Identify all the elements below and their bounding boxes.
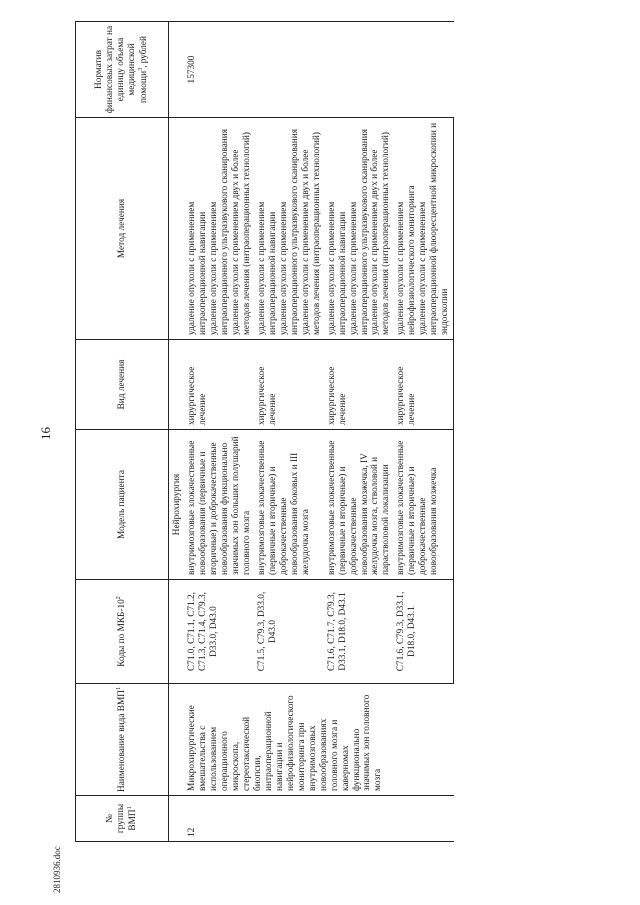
method-item: удаление опухоли с применением интраоперационного ультразвукового сканирования <box>348 128 370 335</box>
method-item: удаление опухоли с применением интраоперационного ультразвукового сканирования <box>208 128 230 335</box>
document-id: 2810936.doc <box>52 846 62 893</box>
header-vmp-name: Наименование вида ВМП$^1$ <box>76 684 169 796</box>
treatment-type: хирургическое лечение <box>185 340 255 430</box>
header-financial-norm: Норматив финансовых затрат на единицу объема медицинской помощи$^3$, рублей <box>76 22 169 118</box>
header-group-number: № группы ВМП$^1$ <box>76 796 169 842</box>
method-item: удаление опухоли с применением двух и более методов лечения (интраоперационных технологий) <box>300 132 322 335</box>
treatment-methods <box>185 118 255 340</box>
header-treatment-method: Метод лечения <box>76 118 169 340</box>
treatment-type: хирургическое лечение <box>394 340 453 430</box>
patient-model: внутримозговые злокачественные новообразования (первичные и вторичные) и доброкачественные новообразования функционально значимых зон больших полушарий головного мозга <box>185 430 255 580</box>
icd-codes: C71.5, C79.3, D33.0, D43.0 <box>255 580 325 684</box>
treatment-type: хирургическое лечение <box>255 340 325 430</box>
treatment-methods <box>325 118 395 340</box>
group-name: Микрохирургические вмешательства с использованием операционного микроскопа, стереотаксической биопсии, интраоперационной навигации и нейрофизиологического мониторинга при внутримозговых новообразованиях головного мозга и каверномах функционально значимых зон головного мозга <box>185 684 454 796</box>
method-item: удаление опухоли с применением интраоперационной навигации <box>186 201 208 335</box>
method-item: удаление опухоли с применением интраоперационной флюоресцентной микроскопии и эндоскопии <box>418 122 451 335</box>
method-item: удаление опухоли с применением интраоперационного ультразвукового сканирования <box>278 128 300 335</box>
treatment-methods <box>255 118 325 340</box>
table-row <box>185 22 255 842</box>
patient-model: внутримозговые злокачественные (первичные и вторичные) и доброкачественные новообразования боковых и III желудочка мозга <box>255 430 325 580</box>
icd-codes: C71.6, C71.7, C79.3, D33.1, D18.0, D43.1 <box>325 580 395 684</box>
vmp-table <box>75 21 454 842</box>
icd-codes: C71.0, C71.1, C71.2, C71.3, C71.4, C79.3, D33.0, D43.0 <box>185 580 255 684</box>
icd-codes: C71.6, C79.3, D33.1, D18.0, D43.1 <box>394 580 453 684</box>
method-item: удаление опухоли с применением нейрофизиологического мониторинга <box>396 185 418 335</box>
page-number: 16 <box>38 427 53 440</box>
patient-model: внутримозговые злокачественные (первичные и вторичные) и доброкачественные новообразования мозжечка, IV желудочка мозга, стволовой и парастволовой локализации <box>325 430 395 580</box>
header-treatment-type: Вид лечения <box>76 340 169 430</box>
treatment-methods <box>394 118 453 340</box>
header-patient-model: Модель пациента <box>76 430 169 580</box>
header-row <box>76 22 169 842</box>
patient-model: внутримозговые злокачественные (первичные и вторичные) и доброкачественные новообразования мозжечка <box>394 430 453 580</box>
method-item: удаление опухоли с применением двух и более методов лечения (интраоперационных технологий) <box>230 132 252 335</box>
treatment-type: хирургическое лечение <box>325 340 395 430</box>
section-row <box>169 22 185 842</box>
section-title: Нейрохирургия <box>169 430 185 580</box>
financial-norm-value: 157300 <box>185 22 454 118</box>
method-item: удаление опухоли с применением интраоперационной навигации <box>256 201 278 335</box>
group-number: 12 <box>185 796 454 842</box>
rotated-table-container <box>75 22 605 842</box>
header-icd-codes: Коды по МКБ-$10^2$ <box>76 580 169 684</box>
method-item: удаление опухоли с применением интраоперационной навигации <box>326 201 348 335</box>
method-item: удаление опухоли с применением двух и более методов лечения (интраоперационных технологий) <box>370 132 392 335</box>
